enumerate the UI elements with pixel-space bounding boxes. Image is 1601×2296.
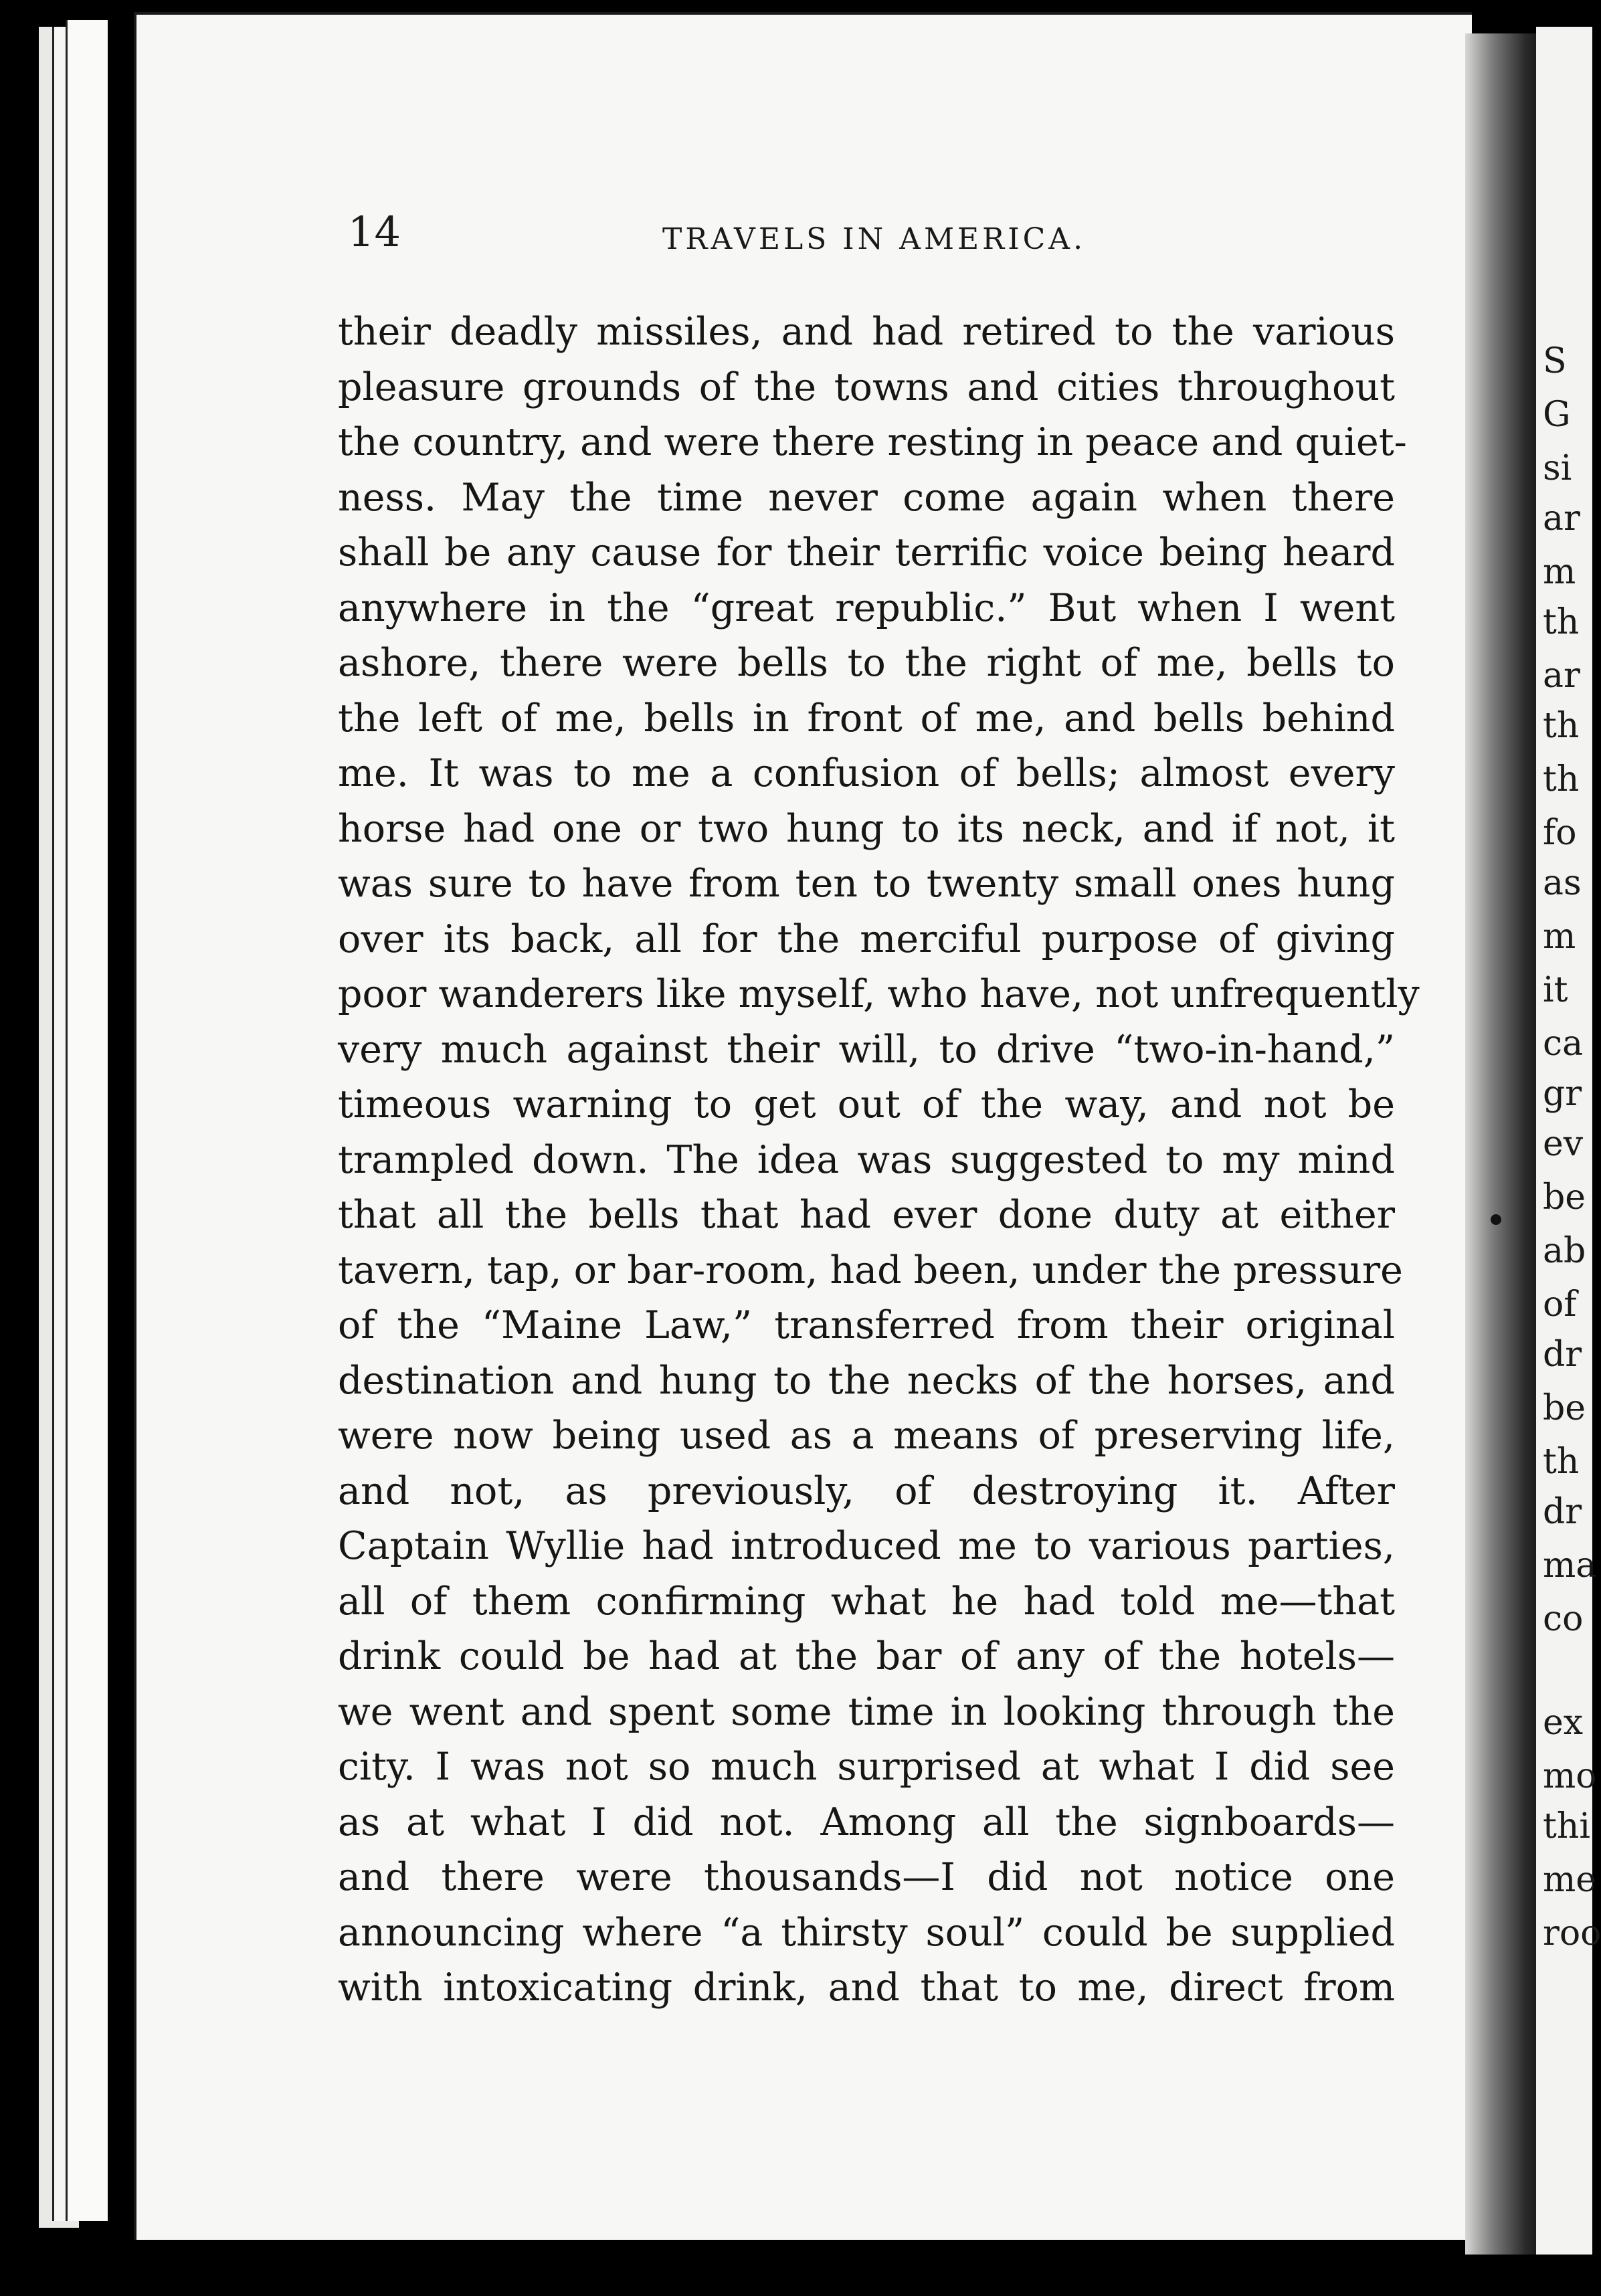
text-line: were now being used as a means of preserving life, — [338, 1414, 1395, 1458]
facing-page-fragment: dr — [1543, 1335, 1582, 1375]
facing-page-fragment: si — [1543, 448, 1572, 488]
facing-page-fragment: thi — [1543, 1806, 1591, 1846]
text-line: anywhere in the “great republic.” But when I went — [338, 585, 1395, 630]
text-line: as at what I did not. Among all the signboards— — [338, 1800, 1395, 1844]
facing-page-fragment: be — [1543, 1177, 1586, 1218]
facing-page-fragment: m — [1543, 552, 1576, 592]
body-text — [338, 304, 1420, 2016]
facing-page — [1536, 27, 1601, 2255]
text-line: the country, and were there resting in peace and quiet- — [338, 420, 1407, 464]
facing-page-fragment: th — [1543, 706, 1580, 746]
facing-page-fragment: fo — [1543, 813, 1577, 853]
ink-spot — [1491, 1214, 1501, 1225]
facing-page-fragment: G — [1543, 395, 1571, 435]
text-line: of the “Maine Law,” transferred from their original — [338, 1303, 1395, 1347]
text-line: was sure to have from ten to twenty small ones hung — [338, 862, 1395, 906]
facing-page-fragment: dr — [1543, 1492, 1582, 1532]
facing-page-fragment: th — [1543, 602, 1580, 642]
facing-page-fragment: ar — [1543, 498, 1580, 539]
facing-page-fragment: ca — [1543, 1024, 1584, 1064]
text-line: announcing where “a thirsty soul” could be supplied — [338, 1910, 1395, 1955]
facing-page-fragment: be — [1543, 1388, 1586, 1428]
text-line: shall be any cause for their terrific voice being heard — [338, 531, 1395, 575]
text-line: their deadly missiles, and had retired to the various — [338, 310, 1395, 354]
page-header — [348, 207, 1418, 261]
book-gutter — [1465, 33, 1545, 2255]
text-line: city. I was not so much surprised at what I did see — [338, 1745, 1395, 1789]
facing-page-fragment: as — [1543, 863, 1582, 903]
facing-page-fragment: ex — [1543, 1703, 1584, 1743]
text-line: drink could be had at the bar of any of the hotels— — [338, 1634, 1395, 1679]
text-line: very much against their will, to drive “two-in-hand,” — [338, 1027, 1395, 1072]
text-line: horse had one or two hung to its neck, and if not, it — [338, 806, 1395, 851]
facing-page-fragment: ab — [1543, 1231, 1586, 1271]
text-line: ness. May the time never come again when there — [338, 475, 1395, 520]
text-line: the left of me, bells in front of me, and bells behind — [338, 696, 1395, 741]
text-line: with intoxicating drink, and that to me, direct from — [338, 1966, 1395, 2010]
facing-page-fragment: mo — [1543, 1756, 1597, 1796]
facing-page-fragment: roo — [1543, 1913, 1601, 1953]
facing-page-fragment: ma — [1543, 1545, 1597, 1586]
page-edge — [66, 20, 108, 2221]
facing-page-fragment: of — [1543, 1284, 1577, 1325]
text-line: ashore, there were bells to the right of me, bells to — [338, 641, 1395, 685]
facing-page-fragment: ev — [1543, 1124, 1584, 1164]
text-line: Captain Wyllie had introduced me to various parties, — [338, 1524, 1395, 1568]
facing-page-fragment: co — [1543, 1599, 1584, 1639]
text-line: destination and hung to the necks of the horses, and — [338, 1358, 1395, 1403]
page-number: 14 — [348, 207, 401, 256]
text-line: we went and spent some time in looking through the — [338, 1689, 1395, 1734]
text-line: timeous warning to get out of the way, and not be — [338, 1082, 1395, 1127]
facing-page-fragment: me — [1543, 1860, 1597, 1900]
facing-page-fragment: th — [1543, 759, 1580, 799]
text-line: that all the bells that had ever done duty at either — [338, 1193, 1395, 1237]
text-line: over its back, all for the merciful purpose of giving — [338, 917, 1395, 961]
facing-page-fragment: th — [1543, 1442, 1580, 1482]
text-line: pleasure grounds of the towns and cities throughout — [338, 365, 1395, 409]
text-line: poor wanderers like myself, who have, not unfrequently — [338, 972, 1420, 1016]
facing-page-fragment: it — [1543, 970, 1568, 1010]
text-line: and there were thousands—I did not notice one — [338, 1855, 1395, 1899]
text-line: trampled down. The idea was suggested to my mind — [338, 1137, 1395, 1182]
text-line: me. It was to me a confusion of bells; almost every — [338, 751, 1395, 795]
facing-page-fragment: ar — [1543, 656, 1580, 696]
facing-page-fragment: gr — [1543, 1074, 1582, 1114]
running-head: TRAVELS IN AMERICA. — [662, 222, 1087, 256]
facing-page-fragment: S — [1543, 341, 1567, 381]
text-line: all of them confirming what he had told me—that — [338, 1579, 1395, 1624]
text-line: tavern, tap, or bar-room, had been, under the pressure — [338, 1248, 1403, 1293]
facing-page-fragment: m — [1543, 917, 1576, 957]
text-line: and not, as previously, of destroying it. After — [338, 1468, 1395, 1513]
